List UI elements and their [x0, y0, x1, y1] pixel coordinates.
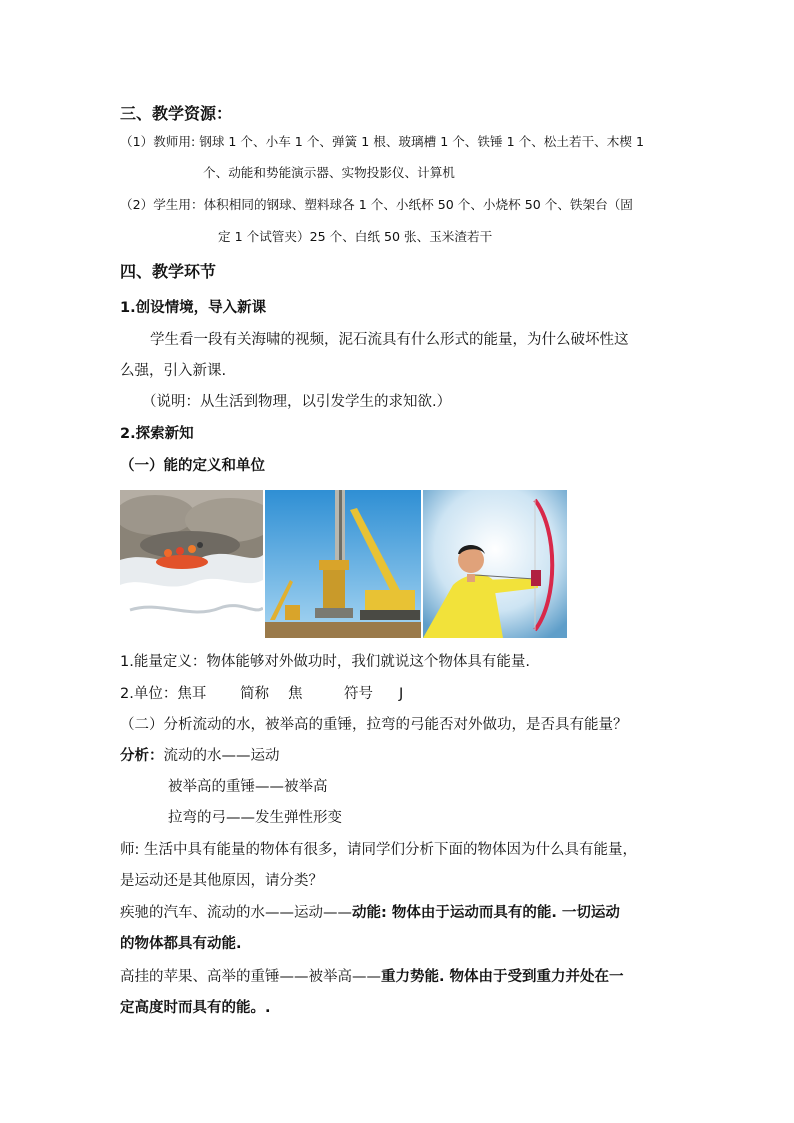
step2-title: 2.探索新知	[120, 426, 194, 442]
unit-short-value: 焦	[288, 686, 303, 702]
teacher-question-line1: 师: 生活中具有能量的物体有很多，请同学们分析下面的物体因为什么具有能量，	[120, 842, 637, 858]
analysis-item-flowing-water: 流动的水——运动	[163, 748, 280, 764]
rafting-photo	[120, 490, 263, 638]
subsection-1-title: （一）能的定义和单位	[120, 458, 265, 474]
pile-driver-photo	[265, 490, 421, 638]
energy-definition: 1.能量定义：物体能够对外做功时，我们就说这个物体具有能量.	[120, 654, 530, 670]
archer-photo	[423, 490, 567, 638]
analysis-item-hammer: 被举高的重锤——被举高	[168, 779, 328, 795]
kinetic-prefix: 疾驰的汽车、流动的水——运动——	[120, 905, 352, 921]
step1-title: 1.创设情境，导入新课	[120, 300, 267, 316]
teacher-resources-line2: 个、动能和势能演示器、实物投影仪、计算机	[203, 165, 455, 180]
step1-paragraph-line2: 么强，引入新课.	[120, 363, 227, 379]
gravity-energy-line2: 定高度时而具有的能。.	[120, 1000, 271, 1016]
student-resources-line1: （2）学生用：体积相同的钢球、塑料球各 1 个、小纸杯 50 个、小烧杯 50 个、铁架台（固	[120, 197, 633, 212]
gravity-energy-line1	[120, 966, 680, 988]
section-4-title: 四、教学环节	[120, 262, 217, 281]
gravity-prefix: 高挂的苹果、高举的重锤——被举高——	[120, 969, 381, 985]
kinetic-definition: 动能: 物体由于运动而具有的能. 一切运动	[352, 905, 620, 921]
teacher-resources-line1: （1）教师用: 钢球 1 个、小车 1 个、弹簧 1 根、玻璃槽 1 个、铁锤 1 个、松土若干、木楔 1	[120, 134, 644, 149]
gravity-definition: 重力势能. 物体由于受到重力并处在一	[381, 969, 624, 985]
section-3-title: 三、教学资源：	[120, 104, 233, 123]
unit-symbol-value: J	[399, 686, 404, 702]
analysis-item-bow: 拉弯的弓——发生弹性形变	[168, 810, 342, 826]
analysis-label: 分析：	[120, 748, 164, 764]
step1-note: （说明：从生活到物理，以引发学生的求知欲.）	[142, 394, 452, 410]
step1-paragraph-line1: 学生看一段有关海啸的视频，泥石流具有什么形式的能量，为什么破坏性这	[150, 332, 629, 348]
teacher-question-line2: 是运动还是其他原因，请分类？	[120, 873, 323, 889]
unit-line	[120, 683, 680, 705]
kinetic-energy-line1	[120, 902, 680, 924]
analysis-line1	[120, 745, 680, 767]
unit-label: 2.单位：焦耳	[120, 686, 207, 702]
unit-symbol-label: 符号	[344, 686, 373, 702]
student-resources-line2: 定 1 个试管夹）25 个、白纸 50 张、玉米渣若干	[218, 229, 493, 244]
kinetic-energy-line2: 的物体都具有动能.	[120, 936, 242, 952]
unit-short-label: 简称	[240, 686, 269, 702]
subsection-2-question: （二）分析流动的水，被举高的重锤，拉弯的弓能否对外做功，是否具有能量？	[120, 717, 628, 733]
